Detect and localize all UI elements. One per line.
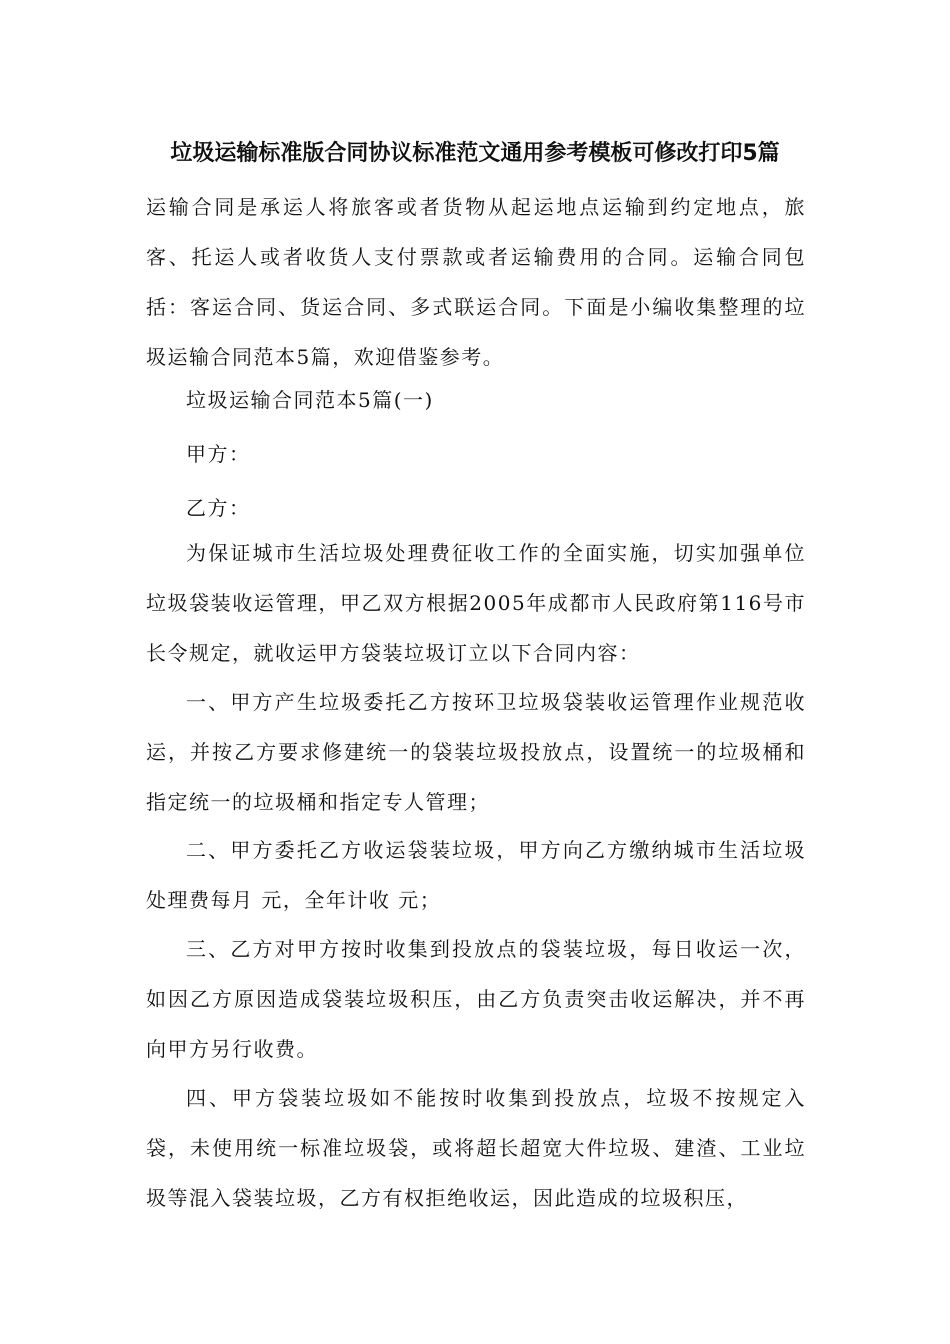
clause-4-block <box>146 1073 806 1223</box>
preamble-block <box>146 528 806 678</box>
intro-block <box>146 182 806 382</box>
clause-3-block <box>146 924 806 1074</box>
document-title: 垃圾运输标准版合同协议标准范文通用参考模板可修改打印5篇 <box>170 141 780 166</box>
section-block <box>146 375 806 533</box>
section-heading: 垃圾运输合同范本5篇(一) <box>186 388 434 412</box>
clause-2-block <box>146 825 806 925</box>
clause-3-paragraph: 三、乙方对甲方按时收集到投放点的袋装垃圾，每日收运一次，如因乙方原因造成袋装垃圾积压，由乙方负责突击收运解决，并不再向甲方另行收费。 <box>146 937 806 1061</box>
party-b-label: 乙方： <box>186 496 251 520</box>
clause-2-paragraph: 二、甲方委托乙方收运袋装垃圾，甲方向乙方缴纳城市生活垃圾处理费每月 元，全年计收 元； <box>146 838 806 912</box>
party-a-label: 甲方： <box>186 442 251 466</box>
preamble-paragraph: 为保证城市生活垃圾处理费征收工作的全面实施，切实加强单位垃圾袋装收运管理，甲乙双方根据2005年成都市人民政府第116号市长令规定，就收运甲方袋装垃圾订立以下合同内容： <box>146 541 806 665</box>
clause-1-paragraph: 一、甲方产生垃圾委托乙方按环卫垃圾袋装收运管理作业规范收运，并按乙方要求修建统一的袋装垃圾投放点，设置统一的垃圾桶和指定统一的垃圾桶和指定专人管理； <box>146 690 806 814</box>
clause-1-block <box>146 677 806 827</box>
clause-4-paragraph: 四、甲方袋装垃圾如不能按时收集到投放点，垃圾不按规定入袋，未使用统一标准垃圾袋，或将超长超宽大件垃圾、建渣、工业垃圾等混入袋装垃圾，乙方有权拒绝收运，因此造成的垃圾积压， <box>146 1086 806 1210</box>
intro-paragraph: 运输合同是承运人将旅客或者货物从起运地点运输到约定地点，旅客、托运人或者收货人支付票款或者运输费用的合同。运输合同包括：客运合同、货运合同、多式联运合同。下面是小编收集整理的垃圾运输合同范本5篇，欢迎借鉴参考。 <box>146 195 806 369</box>
